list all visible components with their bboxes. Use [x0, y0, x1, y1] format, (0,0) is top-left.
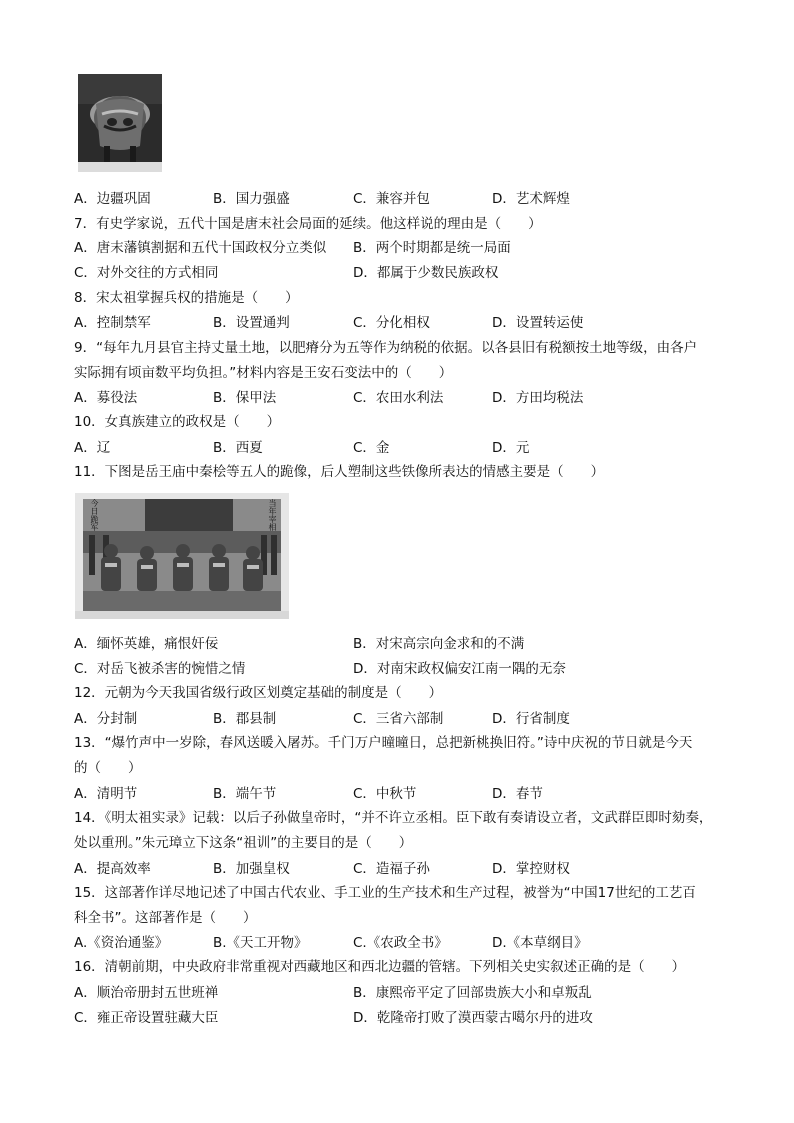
q13-option-c[interactable]: C．中秋节 — [353, 786, 417, 802]
q11-option-a[interactable]: A．缅怀英雄，痛恨奸佞 — [74, 636, 219, 652]
q15-option-b[interactable]: B.《天工开物》 — [213, 935, 308, 951]
q6-option-a[interactable]: A．边疆巩固 — [74, 191, 151, 207]
q13-option-b[interactable]: B．端午节 — [213, 786, 277, 802]
q10-option-c[interactable]: C．金 — [353, 440, 390, 456]
q8-option-b[interactable]: B．设置通判 — [213, 315, 290, 331]
q14-stem-line2: 处以重刑。”朱元璋立下这条“祖训”的主要目的是（ ） — [74, 835, 413, 851]
q14-option-d[interactable]: D．掌控财权 — [492, 861, 570, 877]
q15-option-c[interactable]: C.《农政全书》 — [353, 935, 448, 951]
q8-option-c[interactable]: C．分化相权 — [353, 315, 430, 331]
q15-options — [74, 933, 734, 953]
q8-option-d[interactable]: D．设置转运使 — [492, 315, 584, 331]
q10-option-b[interactable]: B．西夏 — [213, 440, 263, 456]
q15-stem-line1: 15．这部著作详尽地记述了中国古代农业、手工业的生产技术和生产过程，被誉为“中国17世纪的工艺百 — [74, 885, 696, 901]
q10-option-d[interactable]: D．元 — [492, 440, 530, 456]
q9-option-a[interactable]: A．募役法 — [74, 390, 138, 406]
q11-stem: 11．下图是岳王庙中秦桧等五人的跪像，后人塑制这些铁像所表达的情感主要是（ ） — [74, 464, 605, 480]
q8-stem: 8．宋太祖掌握兵权的措施是（ ） — [74, 290, 299, 306]
q10-option-a[interactable]: A．辽 — [74, 440, 111, 456]
photo-caption-right: 当年宰相 — [268, 499, 277, 531]
q7-stem: 7．有史学家说，五代十国是唐末社会局面的延续。他这样说的理由是（ ） — [74, 216, 542, 232]
q15-option-a[interactable]: A.《资治通鉴》 — [74, 935, 169, 951]
q12-option-c[interactable]: C．三省六部制 — [353, 711, 444, 727]
q16-option-a[interactable]: A．顺治帝册封五世班禅 — [74, 985, 219, 1001]
q9-option-c[interactable]: C．农田水利法 — [353, 390, 444, 406]
photo-caption-left: 今日跪军 — [90, 499, 99, 531]
q13-stem-line2: 的（ ） — [74, 760, 142, 776]
q15-stem-line2: 科全书”。这部著作是（ ） — [74, 910, 257, 926]
q6-option-d[interactable]: D．艺术辉煌 — [492, 191, 570, 207]
q13-option-d[interactable]: D．春节 — [492, 786, 543, 802]
q9-stem-line1: 9．“每年九月县官主持丈量土地，以肥瘠分为五等作为纳税的依据。以各县旧有税额按土地等级，由各户 — [74, 340, 698, 356]
q12-options — [74, 709, 734, 729]
q6-option-b[interactable]: B．国力强盛 — [213, 191, 290, 207]
q11-option-c[interactable]: C．对岳飞被杀害的惋惜之情 — [74, 661, 246, 677]
q9-stem-line2: 实际拥有顷亩数平均负担。”材料内容是王安石变法中的（ ） — [74, 365, 453, 381]
q11-options-row1 — [74, 634, 734, 654]
q6-options — [74, 189, 734, 209]
q7-option-a[interactable]: A．唐末藩镇割据和五代十国政权分立类似 — [74, 240, 327, 256]
q14-option-b[interactable]: B．加强皇权 — [213, 861, 290, 877]
q7-options-row1 — [74, 238, 734, 258]
q7-options-row2 — [74, 263, 734, 283]
q7-option-b[interactable]: B．两个时期都是统一局面 — [353, 240, 511, 256]
q16-option-d[interactable]: D．乾隆帝打败了漠西蒙古噶尔丹的进攻 — [353, 1010, 593, 1026]
q13-stem-line1: 13．“爆竹声中一岁除，春风送暖入屠苏。千门万户曈曈日，总把新桃换旧符。”诗中庆祝的节日就是今天 — [74, 735, 693, 751]
q9-options — [74, 388, 734, 408]
q16-stem: 16．清朝前期，中央政府非常重视对西藏地区和西北边疆的管辖。下列相关史实叙述正确的是（ ） — [74, 959, 686, 975]
q14-option-c[interactable]: C．造福子孙 — [353, 861, 430, 877]
q8-options — [74, 313, 734, 333]
q8-option-a[interactable]: A．控制禁军 — [74, 315, 151, 331]
q15-option-d[interactable]: D.《本草纲目》 — [492, 935, 588, 951]
q10-options — [74, 438, 734, 458]
q6-option-c[interactable]: C．兼容并包 — [353, 191, 430, 207]
q7-option-c[interactable]: C．对外交往的方式相同 — [74, 265, 219, 281]
q12-option-b[interactable]: B．郡县制 — [213, 711, 277, 727]
q13-options — [74, 784, 734, 804]
q14-stem-line1: 14．《明太祖实录》记载：以后子孙做皇帝时，“并不许立丞相。臣下敢有奏请设立者，文武群臣即时劾奏， — [74, 810, 713, 826]
q11-option-b[interactable]: B．对宋高宗向金求和的不满 — [353, 636, 525, 652]
q16-options-row1 — [74, 983, 734, 1003]
q9-option-d[interactable]: D．方田均税法 — [492, 390, 584, 406]
q16-option-c[interactable]: C．雍正帝设置驻藏大臣 — [74, 1010, 219, 1026]
q7-option-d[interactable]: D．都属于少数民族政权 — [353, 265, 499, 281]
q13-option-a[interactable]: A．清明节 — [74, 786, 138, 802]
q14-options — [74, 859, 734, 879]
q16-options-row2 — [74, 1008, 734, 1028]
kneeling-statues-photo — [75, 493, 289, 619]
q16-option-b[interactable]: B．康熙帝平定了回部贵族大小和卓叛乱 — [353, 985, 592, 1001]
vessel-photo — [78, 74, 162, 172]
q10-stem: 10．女真族建立的政权是（ ） — [74, 414, 281, 430]
q12-stem: 12．元朝为今天我国省级行政区划奠定基础的制度是（ ） — [74, 685, 443, 701]
q12-option-d[interactable]: D．行省制度 — [492, 711, 570, 727]
q11-option-d[interactable]: D．对南宋政权偏安江南一隅的无奈 — [353, 661, 566, 677]
q9-option-b[interactable]: B．保甲法 — [213, 390, 277, 406]
q14-option-a[interactable]: A．提高效率 — [74, 861, 151, 877]
q12-option-a[interactable]: A．分封制 — [74, 711, 138, 727]
q11-options-row2 — [74, 659, 734, 679]
